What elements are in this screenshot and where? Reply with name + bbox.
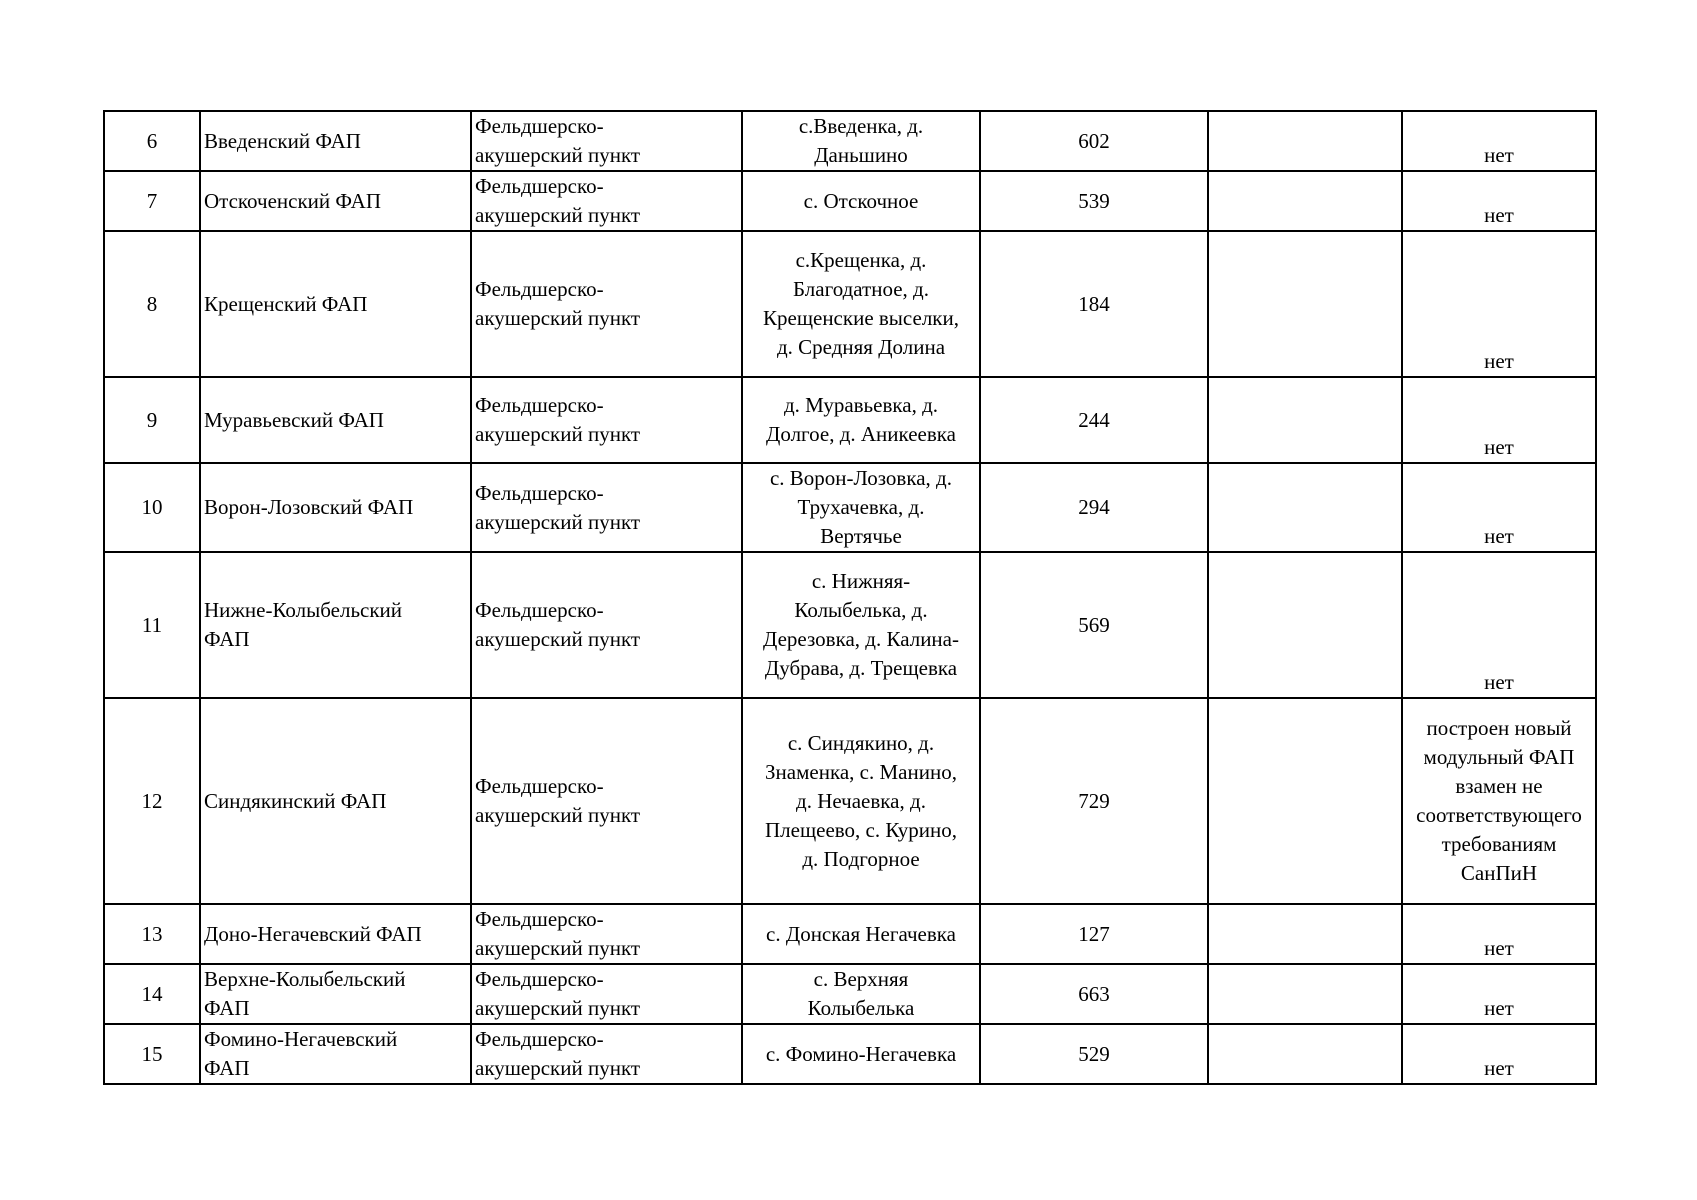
served-locations-line: д. Муравьевка, д. (783, 393, 939, 417)
note-cell (1402, 111, 1596, 171)
facility-name-line: Верхне-Колыбельский (204, 967, 406, 991)
row-number: 12 (104, 698, 200, 904)
empty-cell (1208, 552, 1402, 698)
empty-cell (1208, 231, 1402, 377)
facility-type-line: Фельдшерско- (475, 1027, 604, 1051)
served-locations-line: с. Синдякино, д. (787, 730, 935, 755)
facility-type-line: Фельдшерско- (475, 598, 604, 622)
table-row (104, 964, 1596, 1024)
facility-type-line: Фельдшерско- (475, 967, 604, 991)
note-cell-line: построен новый (1426, 716, 1572, 740)
facility-type (471, 698, 742, 904)
facility-name (200, 231, 471, 377)
facility-name (200, 904, 471, 964)
table-row (104, 231, 1596, 377)
served-locations-line: Даньшино (814, 143, 908, 167)
facility-type-line: Фельдшерско- (475, 174, 604, 198)
served-locations-line: Колыбелька (807, 996, 915, 1020)
served-locations-line: Знаменка, с. Манино, (765, 759, 957, 784)
note-cell-line: нет (1484, 349, 1514, 373)
note-cell-line: нет (1484, 524, 1514, 548)
facility-type-line: акушерский пункт (475, 306, 641, 330)
facility-name-line: Фомино-Негачевский (204, 1027, 398, 1051)
served-locations-line: с.Крещенка, д. (795, 248, 927, 272)
served-locations-line: Трухачевка, д. (797, 495, 925, 519)
table-row (104, 377, 1596, 463)
note-cell (1402, 171, 1596, 231)
facility-type (471, 1024, 742, 1084)
population-count: 244 (980, 377, 1208, 463)
note-cell-line: модульный ФАП (1423, 745, 1575, 769)
served-locations (742, 171, 980, 231)
facility-name-line: Муравьевский ФАП (204, 407, 384, 432)
note-cell-line: нет (1484, 435, 1514, 459)
served-locations (742, 698, 980, 904)
served-locations-line: с. Верхняя (813, 967, 909, 991)
population-count: 184 (980, 231, 1208, 377)
table-row (104, 698, 1596, 904)
served-locations-line: Дерезовка, д. Калина- (763, 627, 959, 651)
note-cell-line: нет (1484, 996, 1514, 1020)
empty-cell (1208, 377, 1402, 463)
facility-name-line: Доно-Негачевский ФАП (204, 921, 422, 946)
population-count: 294 (980, 463, 1208, 552)
facility-type (471, 463, 742, 552)
facility-type (471, 231, 742, 377)
population-count: 663 (980, 964, 1208, 1024)
served-locations-line: с. Донская Негачевка (766, 921, 956, 946)
table-row (104, 904, 1596, 964)
facility-type (471, 111, 742, 171)
served-locations-line: Вертячье (820, 524, 902, 548)
served-locations-line: Крещенские выселки, (763, 306, 959, 330)
served-locations-line: с. Нижняя- (811, 569, 911, 593)
table-row (104, 463, 1596, 552)
facility-type-line: акушерский пункт (475, 509, 641, 534)
facility-type-line: акушерский пункт (475, 1056, 641, 1080)
empty-cell (1208, 171, 1402, 231)
empty-cell (1208, 1024, 1402, 1084)
facility-type-line: акушерский пункт (475, 936, 641, 960)
empty-cell (1208, 111, 1402, 171)
row-number: 10 (104, 463, 200, 552)
facility-name-line: ФАП (204, 627, 250, 651)
served-locations (742, 552, 980, 698)
facilities-table (103, 110, 1597, 1085)
table-body (104, 111, 1596, 1084)
note-cell-line: СанПиН (1460, 861, 1538, 885)
table-row (104, 552, 1596, 698)
facility-type-line: Фельдшерско- (475, 774, 604, 798)
served-locations (742, 231, 980, 377)
served-locations (742, 964, 980, 1024)
note-cell-line: нет (1484, 203, 1514, 227)
facility-type (471, 904, 742, 964)
served-locations-line: Дубрава, д. Трещевка (764, 656, 958, 680)
served-locations-line: с. Фомино-Негачевка (765, 1041, 957, 1066)
note-cell-line: нет (1484, 670, 1514, 694)
row-number: 6 (104, 111, 200, 171)
facility-type-line: Фельдшерско- (475, 277, 604, 301)
facility-type-line: Фельдшерско- (475, 393, 604, 417)
empty-cell (1208, 463, 1402, 552)
note-cell (1402, 377, 1596, 463)
served-locations (742, 904, 980, 964)
note-cell-line: взамен не (1455, 774, 1543, 798)
population-count: 529 (980, 1024, 1208, 1084)
facility-name-line: Крещенский ФАП (204, 291, 368, 316)
served-locations (742, 463, 980, 552)
facility-name-line: Введенский ФАП (204, 128, 361, 153)
served-locations-line: Благодатное, д. (793, 277, 929, 301)
facility-name (200, 377, 471, 463)
served-locations (742, 111, 980, 171)
served-locations-line: с. Ворон-Лозовка, д. (769, 466, 952, 490)
facility-type-line: акушерский пункт (475, 627, 641, 651)
facility-name (200, 111, 471, 171)
note-cell-line: требованиям (1441, 832, 1557, 856)
facility-name (200, 698, 471, 904)
facility-type (471, 377, 742, 463)
facility-name (200, 552, 471, 698)
facility-type (471, 964, 742, 1024)
facility-name-line: Ворон-Лозовский ФАП (204, 495, 414, 519)
row-number: 11 (104, 552, 200, 698)
facility-type-line: акушерский пункт (475, 422, 641, 446)
table-row (104, 1024, 1596, 1084)
row-number: 14 (104, 964, 200, 1024)
empty-cell (1208, 904, 1402, 964)
row-number: 13 (104, 904, 200, 964)
facility-name (200, 964, 471, 1024)
note-cell-line: соответствующего (1416, 803, 1582, 827)
note-cell (1402, 698, 1596, 904)
population-count: 602 (980, 111, 1208, 171)
note-cell (1402, 964, 1596, 1024)
served-locations-line: д. Средняя Долина (776, 335, 946, 359)
served-locations-line: с.Введенка, д. (798, 114, 924, 138)
row-number: 7 (104, 171, 200, 231)
row-number: 9 (104, 377, 200, 463)
served-locations-line: Колыбелька, д. (794, 598, 928, 622)
population-count: 729 (980, 698, 1208, 904)
served-locations-line: Плещеево, с. Курино, (764, 817, 958, 842)
facility-type-line: акушерский пункт (475, 203, 641, 227)
facility-type-line: Фельдшерско- (475, 480, 604, 505)
population-count: 569 (980, 552, 1208, 698)
facility-type (471, 171, 742, 231)
facility-type-line: акушерский пункт (475, 803, 641, 827)
note-cell (1402, 463, 1596, 552)
facility-name-line: Нижне-Колыбельский (204, 598, 403, 622)
note-cell (1402, 1024, 1596, 1084)
table-row (104, 111, 1596, 171)
served-locations-line: д. Нечаевка, д. (796, 788, 926, 813)
facility-type-line: акушерский пункт (475, 996, 641, 1020)
served-locations-line: Долгое, д. Аникеевка (766, 422, 956, 446)
note-cell-line: нет (1484, 936, 1514, 960)
note-cell-line: нет (1484, 1056, 1514, 1080)
note-cell (1402, 231, 1596, 377)
table-row (104, 171, 1596, 231)
facility-type-line: Фельдшерско- (475, 114, 604, 138)
row-number: 8 (104, 231, 200, 377)
facility-name-line: ФАП (204, 996, 250, 1020)
facility-name (200, 171, 471, 231)
population-count: 127 (980, 904, 1208, 964)
facility-type (471, 552, 742, 698)
note-cell-line: нет (1484, 143, 1514, 167)
served-locations-line: д. Подгорное (802, 846, 920, 871)
facility-type-line: Фельдшерско- (475, 907, 604, 931)
facility-name (200, 1024, 471, 1084)
facility-type-line: акушерский пункт (475, 143, 641, 167)
facility-name (200, 463, 471, 552)
empty-cell (1208, 698, 1402, 904)
facility-name-line: Синдякинский ФАП (204, 788, 387, 813)
facility-name-line: ФАП (204, 1056, 250, 1080)
population-count: 539 (980, 171, 1208, 231)
served-locations-line: с. Отскочное (803, 188, 919, 213)
served-locations (742, 1024, 980, 1084)
note-cell (1402, 552, 1596, 698)
served-locations (742, 377, 980, 463)
row-number: 15 (104, 1024, 200, 1084)
empty-cell (1208, 964, 1402, 1024)
note-cell (1402, 904, 1596, 964)
facility-name-line: Отскоченский ФАП (204, 188, 381, 213)
